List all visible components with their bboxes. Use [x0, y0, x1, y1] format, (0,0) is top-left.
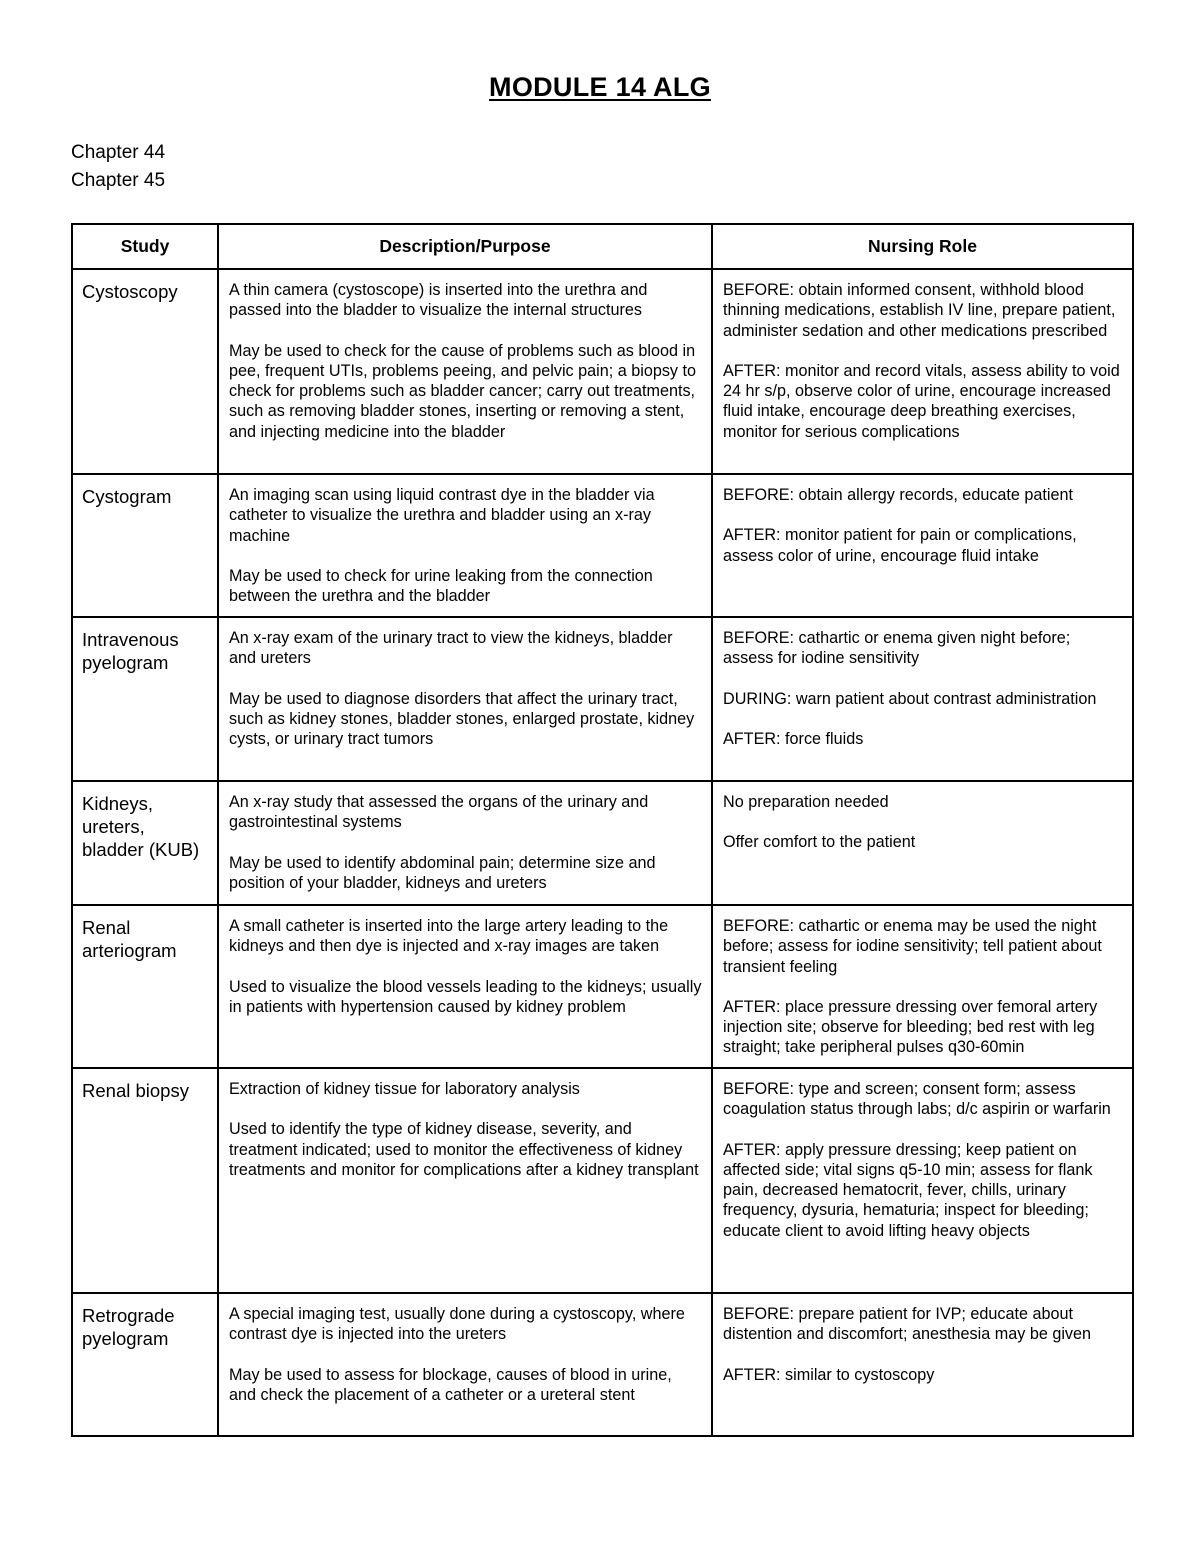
- table-row: [72, 269, 1133, 474]
- table-row: [72, 617, 1133, 781]
- chapter-label: Chapter 44: [71, 142, 166, 163]
- description-cell: [218, 1068, 712, 1293]
- nursing-paragraph: AFTER: place pressure dressing over femoral artery injection site; observe for bleeding; bed rest with leg straight; take peripheral pulses q30-60min: [723, 997, 1098, 1057]
- description-cell: [218, 905, 712, 1068]
- description-paragraph: An x-ray exam of the urinary tract to view the kidneys, bladder and ureters: [229, 629, 673, 668]
- nursing-role-cell: [712, 781, 1133, 905]
- description-cell: [218, 617, 712, 781]
- description-cell: [218, 781, 712, 905]
- description-paragraph: May be used to assess for blockage, causes of blood in urine, and check the placement of a catheter or a ureteral stent: [229, 1365, 672, 1404]
- description-paragraph: May be used to identify abdominal pain; determine size and position of your bladder, kidneys and ureters: [229, 853, 656, 892]
- description-paragraph: An imaging scan using liquid contrast dye in the bladder via catheter to visualize the urethra and bladder using an x-ray machine: [229, 486, 655, 545]
- study-name-cell: Renal biopsy: [72, 1068, 218, 1293]
- study-name-cell: Kidneys, ureters, bladder (KUB): [72, 781, 218, 905]
- nursing-role-cell: [712, 905, 1133, 1068]
- nursing-role-cell: [712, 1293, 1133, 1436]
- description-paragraph: Extraction of kidney tissue for laboratory analysis: [229, 1080, 580, 1098]
- nursing-paragraph: No preparation needed: [723, 793, 889, 811]
- study-table: [71, 223, 1134, 1437]
- nursing-paragraph: BEFORE: prepare patient for IVP; educate about distention and discomfort; anesthesia may be given: [723, 1305, 1092, 1344]
- study-name-cell: Cystoscopy: [72, 269, 218, 474]
- nursing-paragraph: Offer comfort to the patient: [723, 833, 916, 852]
- chapter-label: Chapter 45: [71, 170, 166, 191]
- nursing-paragraph: BEFORE: obtain allergy records, educate patient: [723, 486, 1074, 504]
- nursing-role-cell: [712, 617, 1133, 781]
- description-paragraph: Used to visualize the blood vessels leading to the kidneys; usually in patients with hypertension caused by kidney problem: [229, 977, 702, 1016]
- nursing-role-cell: [712, 269, 1133, 474]
- description-paragraph: May be used to check for urine leaking from the connection between the urethra and the bladder: [229, 566, 653, 606]
- nursing-paragraph: BEFORE: cathartic or enema may be used the night before; assess for iodine sensitivity; tell patient about transient feeling: [723, 917, 1102, 976]
- study-name-cell: Intravenous pyelogram: [72, 617, 218, 781]
- table-row: [72, 781, 1133, 905]
- table-row: [72, 1068, 1133, 1293]
- table-row: [72, 1293, 1133, 1436]
- table-header-row: [72, 224, 1133, 269]
- page-title: MODULE 14 ALG: [489, 72, 711, 102]
- table-row: [72, 474, 1133, 617]
- description-paragraph: Used to identify the type of kidney disease, severity, and treatment indicated; used to monitor the effectiveness of kidney treatments and monitor for complications after a kidney transplant: [229, 1120, 699, 1179]
- nursing-paragraph: AFTER: monitor patient for pain or complications, assess color of urine, encourage fluid intake: [723, 526, 1077, 565]
- table-row: [72, 905, 1133, 1068]
- nursing-paragraph: BEFORE: cathartic or enema given night before; assess for iodine sensitivity: [723, 629, 1071, 668]
- column-header-study: Study: [72, 224, 218, 269]
- chapter-list: [71, 139, 165, 195]
- description-paragraph: A small catheter is inserted into the large artery leading to the kidneys and then dye is injected and x-ray images are taken: [229, 917, 669, 956]
- nursing-paragraph: AFTER: similar to cystoscopy: [723, 1365, 935, 1384]
- column-header-nursing-role: Nursing Role: [712, 224, 1133, 269]
- description-cell: [218, 1293, 712, 1436]
- description-cell: [218, 269, 712, 474]
- description-paragraph: May be used to diagnose disorders that affect the urinary tract, such as kidney stones, bladder stones, enlarged prostate, kidney cysts, or urinary tract tumors: [229, 689, 695, 749]
- nursing-paragraph: AFTER: apply pressure dressing; keep patient on affected side; vital signs q5-10 min; assess for flank pain, decreased hematocrit, fever, chills, urinary frequency, dysuria, hematuria; inspect for bleeding; educate client to avoid lifting heavy objects: [723, 1140, 1093, 1240]
- nursing-paragraph: DURING: warn patient about contrast administration: [723, 689, 1097, 708]
- description-paragraph: An x-ray study that assessed the organs of the urinary and gastrointestinal systems: [229, 793, 649, 832]
- nursing-paragraph: AFTER: monitor and record vitals, assess ability to void 24 hr s/p, observe color of urine, encourage increased fluid intake, encourage deep breathing exercises, monitor for serious complications: [723, 361, 1120, 441]
- nursing-role-cell: [712, 1068, 1133, 1293]
- nursing-paragraph: BEFORE: obtain informed consent, withhold blood thinning medications, establish IV line, prepare patient, administer sedation and other medications prescribed: [723, 281, 1116, 340]
- nursing-paragraph: AFTER: force fluids: [723, 729, 864, 748]
- description-paragraph: A thin camera (cystoscope) is inserted into the urethra and passed into the bladder to visualize the internal structures: [229, 281, 648, 320]
- study-name-cell: Retrograde pyelogram: [72, 1293, 218, 1436]
- study-name-cell: Renal arteriogram: [72, 905, 218, 1068]
- column-header-description: Description/Purpose: [218, 224, 712, 269]
- nursing-role-cell: [712, 474, 1133, 617]
- description-cell: [218, 474, 712, 617]
- study-name-cell: Cystogram: [72, 474, 218, 617]
- nursing-paragraph: BEFORE: type and screen; consent form; assess coagulation status through labs; d/c aspirin or warfarin: [723, 1080, 1111, 1119]
- description-paragraph: A special imaging test, usually done during a cystoscopy, where contrast dye is injected into the ureters: [229, 1305, 685, 1344]
- description-paragraph: May be used to check for the cause of problems such as blood in pee, frequent UTIs, problems peeing, and pelvic pain; a biopsy to check for problems such as bladder cancer; carry out treatments, such as removing bladder stones, inserting or removing a stent, and injecting medicine into the bladder: [229, 341, 697, 441]
